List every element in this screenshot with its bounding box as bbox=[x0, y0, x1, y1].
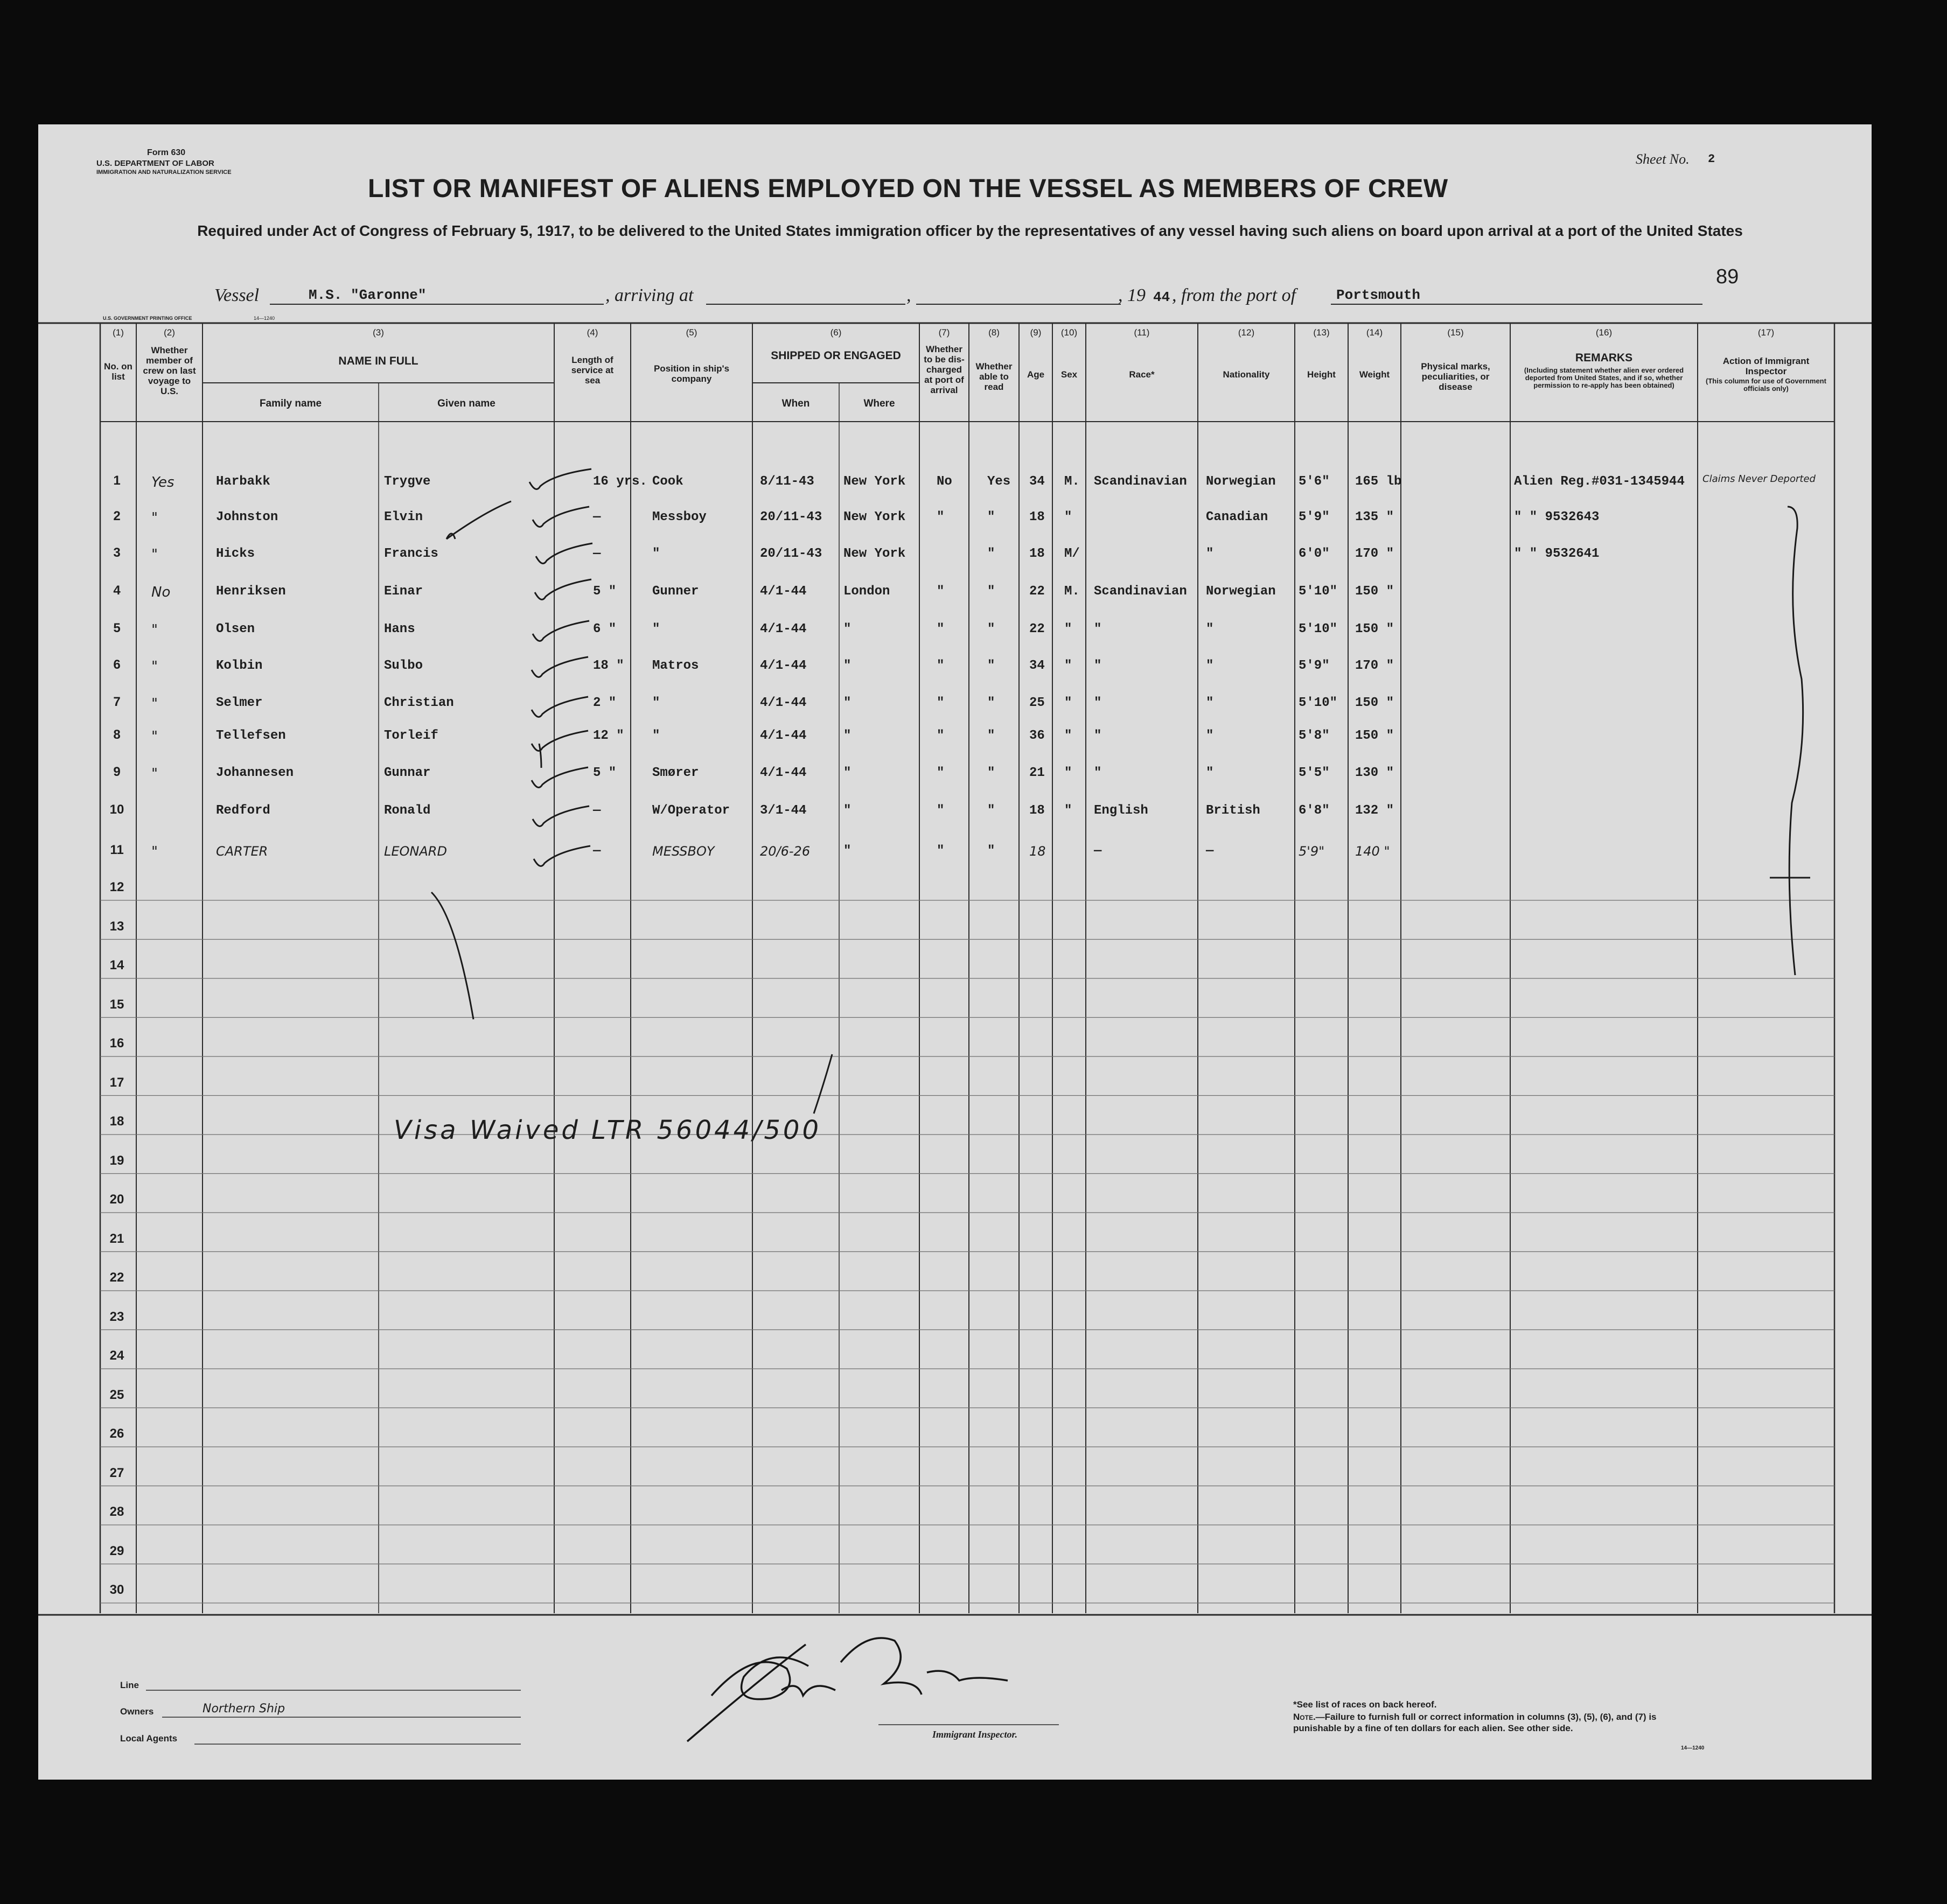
head-length-service: Length of service at sea bbox=[571, 355, 614, 386]
weight: 150 " bbox=[1355, 729, 1394, 743]
to-be-discharged: " bbox=[937, 844, 945, 858]
print-code-top: 14—1240 bbox=[254, 316, 275, 321]
head-height: Height bbox=[1307, 369, 1336, 380]
given-name: LEONARD bbox=[384, 844, 447, 859]
head-where: Where bbox=[863, 398, 895, 409]
crew-last-voyage: Yes bbox=[151, 474, 175, 491]
footer-agents-label: Local Agents bbox=[120, 1733, 178, 1744]
row-number: 14 bbox=[109, 958, 124, 972]
crew-last-voyage: " bbox=[151, 510, 158, 526]
row-number: 30 bbox=[109, 1583, 124, 1597]
weight: 150 " bbox=[1355, 622, 1394, 636]
col-num-10: (10) bbox=[1060, 327, 1078, 338]
race: Scandinavian bbox=[1094, 584, 1187, 599]
crew-last-voyage: No bbox=[151, 584, 171, 600]
to-be-discharged: " bbox=[937, 659, 945, 673]
age: 25 bbox=[1029, 696, 1045, 710]
length-of-service: — bbox=[593, 844, 601, 858]
head-given-name: Given name bbox=[437, 398, 496, 409]
given-name: Gunnar bbox=[384, 766, 431, 780]
engaged-place: New York bbox=[843, 547, 906, 561]
to-be-discharged: No bbox=[937, 474, 952, 489]
col-num-4: (4) bbox=[587, 327, 598, 338]
height: 6'8" bbox=[1299, 803, 1330, 818]
col-num-3: (3) bbox=[373, 327, 384, 338]
col-num-15: (15) bbox=[1447, 327, 1464, 338]
race: " bbox=[1094, 659, 1102, 673]
to-be-discharged: " bbox=[937, 622, 945, 636]
crew-last-voyage: " bbox=[151, 659, 158, 675]
ship-position: " bbox=[652, 696, 660, 710]
col-num-17: (17) bbox=[1757, 327, 1775, 338]
crew-last-voyage: " bbox=[151, 622, 158, 638]
row-number: 26 bbox=[109, 1426, 124, 1441]
agency-name: U.S. DEPARTMENT OF LABOR bbox=[96, 159, 214, 168]
row-number: 24 bbox=[109, 1348, 124, 1363]
nationality: " bbox=[1206, 622, 1214, 636]
note-label: Note. bbox=[1293, 1712, 1316, 1722]
engaged-date: 4/1-44 bbox=[760, 659, 807, 673]
remarks: " " 9532641 bbox=[1514, 547, 1600, 561]
row-number: 9 bbox=[113, 765, 121, 779]
engaged-date: 4/1-44 bbox=[760, 622, 807, 636]
arriving-label: , arriving at bbox=[605, 285, 694, 305]
able-to-read: " bbox=[987, 547, 995, 561]
nationality: Canadian bbox=[1206, 510, 1268, 524]
to-be-discharged: " bbox=[937, 729, 945, 743]
family-name: Tellefsen bbox=[216, 729, 286, 743]
col-num-5: (5) bbox=[686, 327, 697, 338]
weight: 132 " bbox=[1355, 803, 1394, 818]
engaged-place: " bbox=[843, 766, 852, 780]
footer-owners-value: Northern Ship bbox=[203, 1702, 285, 1716]
head-discharged: Whether to be dis-charged at port of arrival bbox=[924, 344, 965, 395]
family-name: CARTER bbox=[216, 844, 268, 859]
able-to-read: " bbox=[987, 696, 995, 710]
given-name: Torleif bbox=[384, 729, 438, 743]
head-remarks: REMARKS bbox=[1575, 352, 1633, 364]
row-number: 21 bbox=[109, 1231, 124, 1246]
crew-last-voyage: " bbox=[151, 766, 158, 782]
date-comma: , bbox=[906, 285, 911, 305]
crew-last-voyage: " bbox=[151, 729, 158, 745]
row-number: 2 bbox=[113, 509, 121, 523]
nationality: British bbox=[1206, 803, 1260, 818]
row-number: 28 bbox=[109, 1504, 124, 1519]
able-to-read: " bbox=[987, 844, 995, 858]
family-name: Selmer bbox=[216, 696, 263, 710]
family-name: Kolbin bbox=[216, 659, 263, 673]
to-be-discharged: " bbox=[937, 766, 945, 780]
print-code: 14—1240 bbox=[1681, 1745, 1705, 1751]
age: 34 bbox=[1029, 659, 1045, 673]
length-of-service: 16 yrs. bbox=[593, 474, 647, 489]
sheet-number: 2 bbox=[1708, 152, 1715, 166]
col-num-11: (11) bbox=[1134, 327, 1150, 338]
age: 21 bbox=[1029, 766, 1045, 780]
sex: " bbox=[1064, 766, 1072, 780]
row-number: 6 bbox=[113, 657, 121, 672]
agency-service: IMMIGRATION AND NATURALIZATION SERVICE bbox=[96, 169, 232, 176]
length-of-service: — bbox=[593, 803, 601, 818]
col-num-6: (6) bbox=[830, 327, 842, 338]
engaged-date: 20/6-26 bbox=[760, 844, 811, 859]
head-weight: Weight bbox=[1359, 369, 1390, 380]
height: 5'10" bbox=[1299, 584, 1338, 599]
weight: 165 lb bbox=[1355, 474, 1402, 489]
height: 5'10" bbox=[1299, 622, 1338, 636]
row-number: 1 bbox=[113, 473, 121, 488]
height: 5'10" bbox=[1299, 696, 1338, 710]
engaged-date: 20/11-43 bbox=[760, 510, 822, 524]
head-remarks-note: (Including statement whether alien ever ordered deported from United States, and if so, whether permission to re-apply has been obtained) bbox=[1524, 366, 1684, 389]
able-to-read: " bbox=[987, 510, 995, 524]
nationality: " bbox=[1206, 659, 1214, 673]
family-name: Henriksen bbox=[216, 584, 286, 599]
footer-owners-label: Owners bbox=[120, 1706, 154, 1717]
family-name: Johannesen bbox=[216, 766, 294, 780]
to-be-discharged: " bbox=[937, 803, 945, 818]
races-note: *See list of races on back hereof. bbox=[1293, 1699, 1437, 1710]
crew-last-voyage: " bbox=[151, 844, 158, 860]
engaged-place: New York bbox=[843, 510, 906, 524]
head-no-on-list: No. on list bbox=[104, 361, 132, 382]
col-num-8: (8) bbox=[988, 327, 1000, 338]
engaged-date: 8/11-43 bbox=[760, 474, 814, 489]
row-number: 18 bbox=[109, 1114, 124, 1129]
row-number: 29 bbox=[109, 1543, 124, 1558]
head-position: Position in ship's company bbox=[653, 363, 730, 384]
ship-position: " bbox=[652, 547, 660, 561]
fine-note bbox=[1293, 1711, 1686, 1734]
sex: " bbox=[1064, 510, 1072, 524]
engaged-date: 4/1-44 bbox=[760, 696, 807, 710]
printing-office: U.S. GOVERNMENT PRINTING OFFICE bbox=[103, 316, 192, 321]
family-name: Harbakk bbox=[216, 474, 270, 489]
col-num-16: (16) bbox=[1595, 327, 1613, 338]
check-marks bbox=[529, 469, 592, 866]
year-suffix: 44 bbox=[1153, 289, 1170, 305]
weight: 135 " bbox=[1355, 510, 1394, 524]
row-number: 23 bbox=[109, 1309, 124, 1324]
race: " bbox=[1094, 696, 1102, 710]
nationality: — bbox=[1206, 844, 1214, 858]
ship-position: W/Operator bbox=[652, 803, 730, 818]
col-num-2: (2) bbox=[164, 327, 175, 338]
to-be-discharged: " bbox=[937, 584, 945, 599]
year-prefix: , 19 bbox=[1118, 285, 1146, 305]
nationality: " bbox=[1206, 766, 1214, 780]
weight: 130 " bbox=[1355, 766, 1394, 780]
row-number: 17 bbox=[109, 1075, 124, 1090]
given-name: Ronald bbox=[384, 803, 431, 818]
ship-position: Cook bbox=[652, 474, 683, 489]
able-to-read: " bbox=[987, 659, 995, 673]
to-be-discharged: " bbox=[937, 510, 945, 524]
length-of-service: 6 " bbox=[593, 622, 617, 636]
row-number: 3 bbox=[113, 545, 121, 560]
weight: 170 " bbox=[1355, 547, 1394, 561]
row-number: 19 bbox=[109, 1153, 124, 1168]
remarks: Alien Reg.#031-1345944 bbox=[1514, 474, 1685, 489]
head-able-to-read: Whether able to read bbox=[975, 361, 1013, 392]
ship-position: Smører bbox=[652, 766, 699, 780]
sex: M. bbox=[1064, 584, 1080, 599]
col-num-1: (1) bbox=[113, 327, 124, 338]
col-num-7: (7) bbox=[938, 327, 950, 338]
weight: 150 " bbox=[1355, 584, 1394, 599]
weight: 140 " bbox=[1355, 844, 1390, 859]
row-number: 15 bbox=[109, 997, 124, 1012]
height: 5'6" bbox=[1299, 474, 1330, 489]
race: Scandinavian bbox=[1094, 474, 1187, 489]
length-of-service: 5 " bbox=[593, 584, 617, 599]
col-num-13: (13) bbox=[1313, 327, 1330, 338]
sex: M/ bbox=[1064, 547, 1080, 561]
inspector-action: Claims Never Deported bbox=[1702, 473, 1816, 485]
engaged-place: London bbox=[843, 584, 890, 599]
form-title: LIST OR MANIFEST OF ALIENS EMPLOYED ON THE VESSEL AS MEMBERS OF CREW bbox=[368, 174, 1448, 203]
sheet-label: Sheet No. bbox=[1636, 151, 1690, 167]
family-name: Hicks bbox=[216, 547, 255, 561]
head-family-name: Family name bbox=[259, 398, 322, 409]
nationality: " bbox=[1206, 547, 1214, 561]
remarks: " " 9532643 bbox=[1514, 510, 1600, 524]
length-of-service: 12 " bbox=[593, 729, 624, 743]
sex: " bbox=[1064, 696, 1072, 710]
age: 36 bbox=[1029, 729, 1045, 743]
able-to-read: " bbox=[987, 766, 995, 780]
race: — bbox=[1094, 844, 1102, 858]
ship-position: " bbox=[652, 622, 660, 636]
visa-waived-annotation: Visa Waived LTR 56044/500 bbox=[394, 1115, 821, 1145]
engaged-date: 4/1-44 bbox=[760, 584, 807, 599]
ship-position: Messboy bbox=[652, 510, 707, 524]
given-name: Hans bbox=[384, 622, 415, 636]
engaged-date: 3/1-44 bbox=[760, 803, 807, 818]
engaged-date: 20/11-43 bbox=[760, 547, 822, 561]
row-number: 22 bbox=[109, 1270, 124, 1285]
note-text: —Failure to furnish full or correct information in columns (3), (5), (6), and (7) is punishable by a fine of ten dollars for each alien. See other side. bbox=[1293, 1712, 1657, 1733]
from-port-label: , from the port of bbox=[1172, 285, 1296, 305]
engaged-place: " bbox=[843, 844, 852, 858]
sex: " bbox=[1064, 803, 1072, 818]
age: 18 bbox=[1029, 510, 1045, 524]
head-when: When bbox=[781, 398, 810, 409]
head-name-in-full: NAME IN FULL bbox=[338, 355, 418, 367]
row-number: 8 bbox=[113, 727, 121, 742]
engaged-place: New York bbox=[843, 474, 906, 489]
race: " bbox=[1094, 622, 1102, 636]
ship-position: Matros bbox=[652, 659, 699, 673]
row-number: 5 bbox=[113, 621, 121, 635]
nationality: " bbox=[1206, 696, 1214, 710]
height: 5'8" bbox=[1299, 729, 1330, 743]
head-nationality: Nationality bbox=[1223, 369, 1270, 380]
inspector-label: Immigrant Inspector. bbox=[932, 1729, 1018, 1740]
able-to-read: " bbox=[987, 729, 995, 743]
given-name: Francis bbox=[384, 547, 438, 561]
age: 18 bbox=[1029, 803, 1045, 818]
engaged-place: " bbox=[843, 696, 852, 710]
form-number: Form 630 bbox=[147, 148, 186, 157]
family-name: Olsen bbox=[216, 622, 255, 636]
head-whether-member: Whether member of crew on last voyage to U.S. bbox=[143, 345, 196, 396]
row-number: 10 bbox=[109, 802, 124, 817]
height: 5'9" bbox=[1299, 659, 1330, 673]
length-of-service: — bbox=[593, 547, 601, 561]
given-name: Trygve bbox=[384, 474, 431, 489]
page-stamp: 89 bbox=[1716, 265, 1739, 288]
race: " bbox=[1094, 766, 1102, 780]
age: 18 bbox=[1029, 547, 1045, 561]
height: 5'9" bbox=[1299, 844, 1325, 859]
given-name: Sulbo bbox=[384, 659, 423, 673]
row-number: 16 bbox=[109, 1036, 124, 1051]
vessel-label: Vessel bbox=[214, 285, 260, 305]
to-be-discharged: " bbox=[937, 696, 945, 710]
able-to-read: " bbox=[987, 803, 995, 818]
row-number: 25 bbox=[109, 1387, 124, 1402]
form-subtitle: Required under Act of Congress of February 5, 1917, to be delivered to the United States immigration officer by the representatives of any vessel having such aliens on board upon arrival at a port of the United States bbox=[197, 222, 1743, 239]
nationality: " bbox=[1206, 729, 1214, 743]
length-of-service: 18 " bbox=[593, 659, 624, 673]
head-action-note: (This column for use of Government officials only) bbox=[1706, 377, 1826, 393]
row-number: 20 bbox=[109, 1192, 124, 1207]
able-to-read: Yes bbox=[987, 474, 1011, 489]
race: English bbox=[1094, 803, 1148, 818]
sex: " bbox=[1064, 659, 1072, 673]
col-num-12: (12) bbox=[1238, 327, 1255, 338]
sex: M. bbox=[1064, 474, 1080, 489]
age: 18 bbox=[1029, 844, 1046, 859]
age: 22 bbox=[1029, 584, 1045, 599]
head-action-inspector: Action of Immigrant Inspector bbox=[1722, 356, 1810, 376]
crew-last-voyage: " bbox=[151, 547, 158, 563]
row-number: 12 bbox=[109, 880, 124, 894]
head-sex: Sex bbox=[1060, 369, 1078, 380]
height: 6'0" bbox=[1299, 547, 1330, 561]
crew-last-voyage: " bbox=[151, 696, 158, 712]
ship-position: Gunner bbox=[652, 584, 699, 599]
able-to-read: " bbox=[987, 622, 995, 636]
footer-line-label: Line bbox=[120, 1680, 139, 1690]
given-name: Einar bbox=[384, 584, 423, 599]
engaged-place: " bbox=[843, 729, 852, 743]
given-name: Christian bbox=[384, 696, 454, 710]
engaged-place: " bbox=[843, 803, 852, 818]
head-age: Age bbox=[1027, 369, 1045, 380]
row-number: 7 bbox=[113, 695, 121, 709]
ship-position: MESSBOY bbox=[652, 844, 715, 859]
weight: 170 " bbox=[1355, 659, 1394, 673]
engaged-date: 4/1-44 bbox=[760, 766, 807, 780]
sex: " bbox=[1064, 729, 1072, 743]
col-num-14: (14) bbox=[1366, 327, 1383, 338]
row-number: 11 bbox=[110, 843, 124, 857]
given-name: Elvin bbox=[384, 510, 423, 524]
nationality: Norwegian bbox=[1206, 474, 1276, 489]
sex: " bbox=[1064, 622, 1072, 636]
engaged-place: " bbox=[843, 622, 852, 636]
vessel-name: M.S. "Garonne" bbox=[309, 287, 427, 303]
row-number: 13 bbox=[109, 919, 124, 934]
race: " bbox=[1094, 729, 1102, 743]
inspector-signature bbox=[687, 1638, 1008, 1741]
able-to-read: " bbox=[987, 584, 995, 599]
height: 5'9" bbox=[1299, 510, 1330, 524]
head-race: Race* bbox=[1129, 369, 1155, 380]
family-name: Johnston bbox=[216, 510, 278, 524]
engaged-date: 4/1-44 bbox=[760, 729, 807, 743]
age: 22 bbox=[1029, 622, 1045, 636]
nationality: Norwegian bbox=[1206, 584, 1276, 599]
col-num-9: (9) bbox=[1030, 327, 1042, 338]
ship-position: " bbox=[652, 729, 660, 743]
age: 34 bbox=[1029, 474, 1045, 489]
length-of-service: 2 " bbox=[593, 696, 617, 710]
weight: 150 " bbox=[1355, 696, 1394, 710]
engaged-place: " bbox=[843, 659, 852, 673]
head-physical-marks: Physical marks, peculiarities, or disease bbox=[1421, 361, 1490, 392]
row-number: 27 bbox=[109, 1465, 124, 1480]
family-name: Redford bbox=[216, 803, 270, 818]
height: 5'5" bbox=[1299, 766, 1330, 780]
head-shipped-engaged: SHIPPED OR ENGAGED bbox=[771, 349, 901, 362]
length-of-service: 5 " bbox=[593, 766, 617, 780]
from-port-value: Portsmouth bbox=[1336, 287, 1421, 303]
manifest-sheet bbox=[38, 124, 1872, 1780]
length-of-service: — bbox=[593, 510, 601, 524]
row-number: 4 bbox=[113, 583, 121, 598]
